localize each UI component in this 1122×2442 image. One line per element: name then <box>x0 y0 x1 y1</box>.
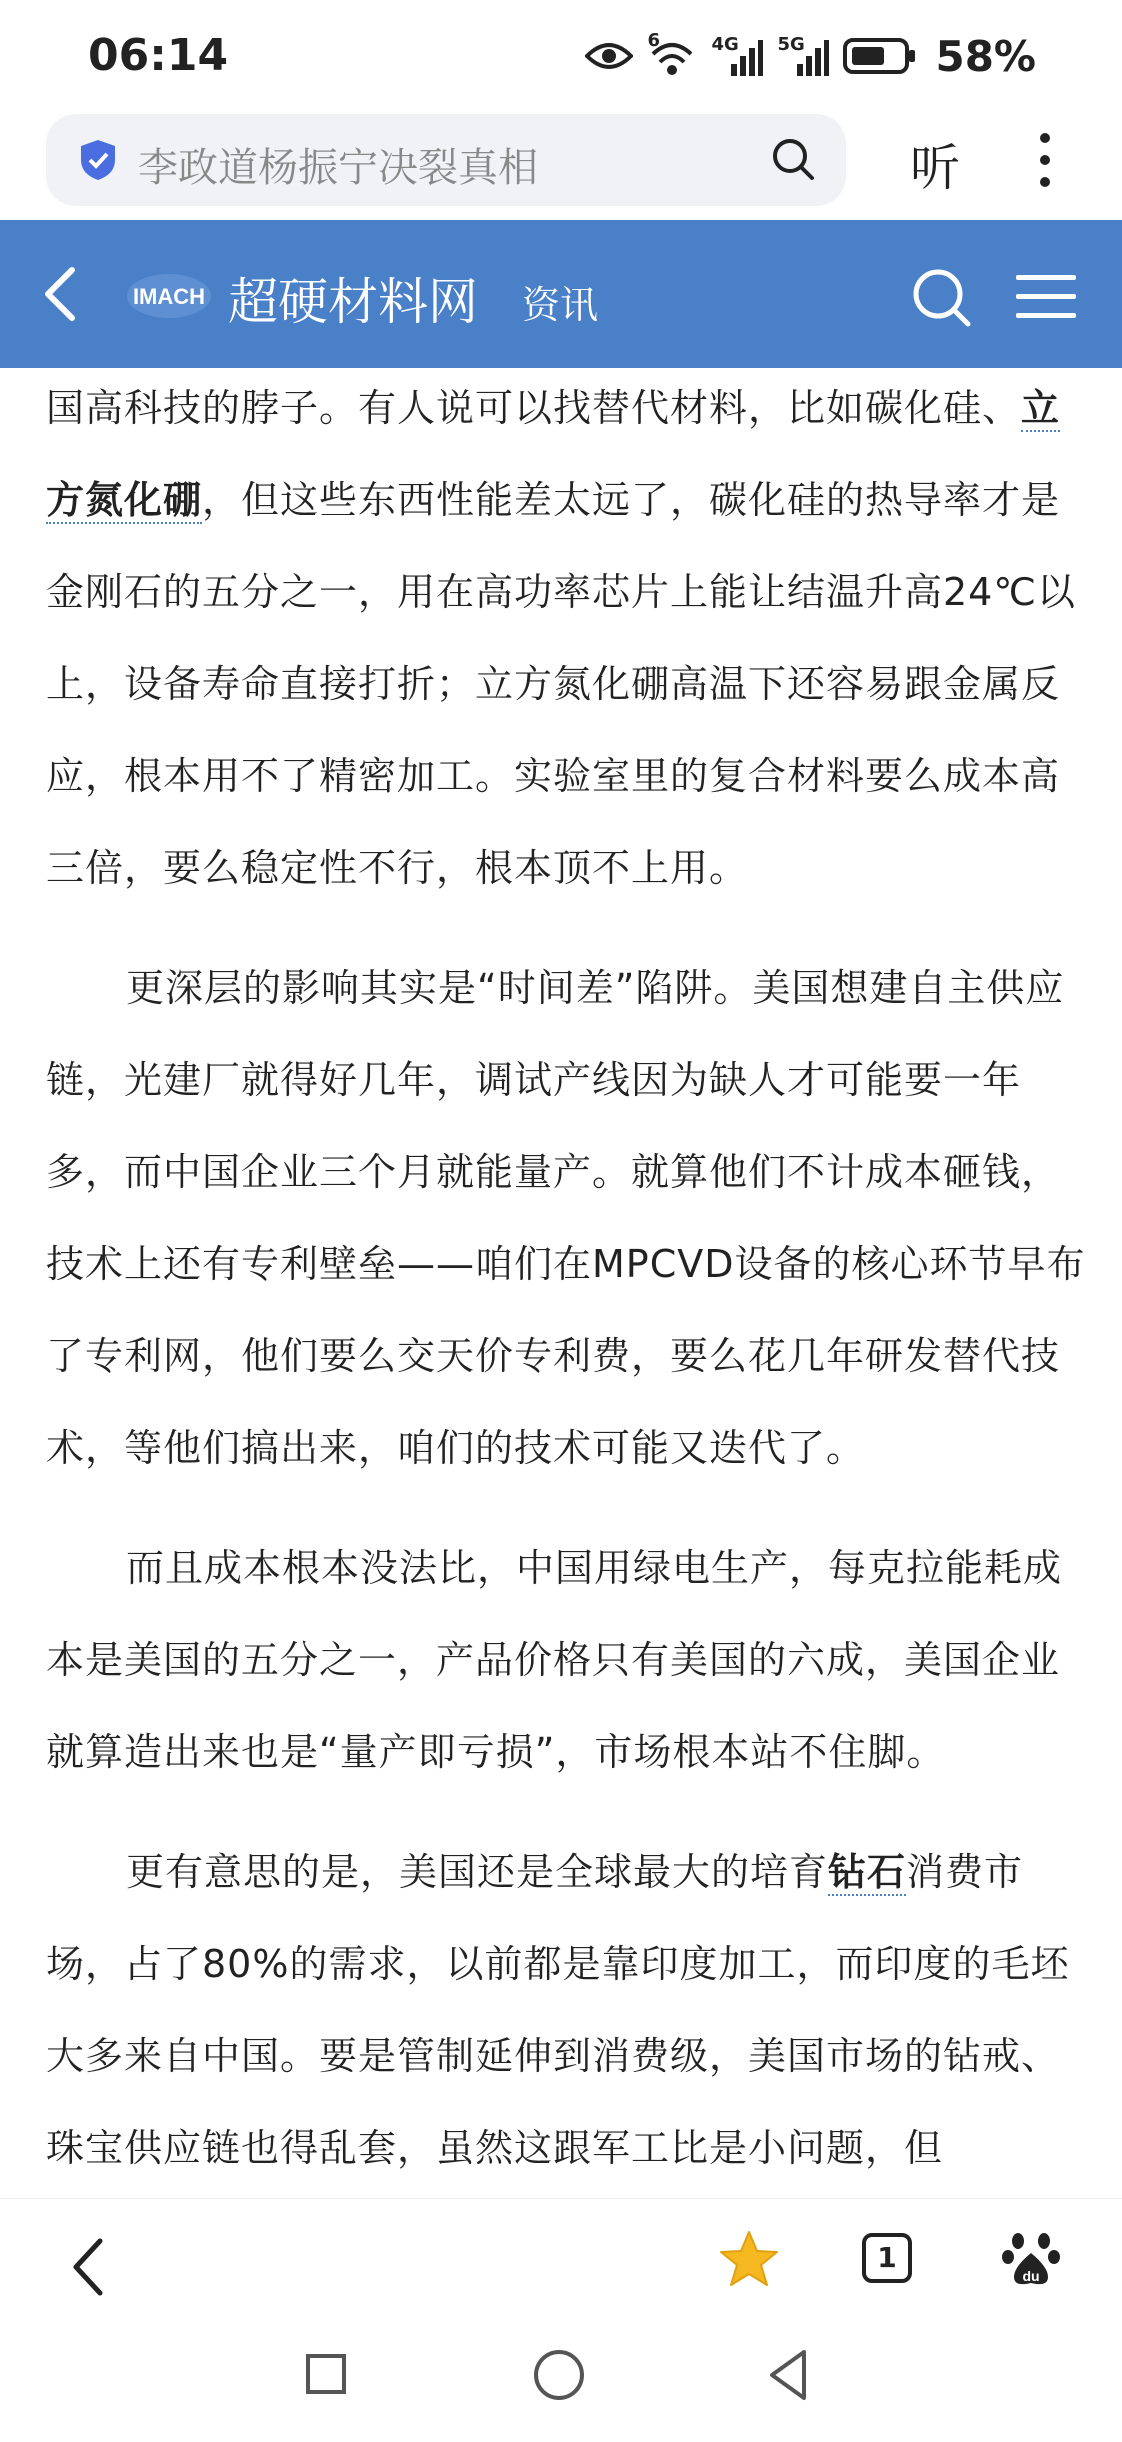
paragraph-1-text-a: 国高科技的脖子。有人说可以找替代材料，比如碳化硅、 <box>46 386 1022 430</box>
signal-4g-icon <box>711 34 763 78</box>
battery-icon <box>843 36 917 76</box>
svg-text:du: du <box>1022 2268 1040 2284</box>
paragraph-1-text-b: ，但这些东西性能差太远了，碳化硅的热导率才是金刚石的五分之一，用在高功率芯片上能让结温升高24℃以上，设备寿命直接打折；立方氮化硼高温下还容易跟金属反应，根本用不了精密加工。实验室里的复合材料要么成本高三倍，要么稳定性不行，根本顶不上用。 <box>46 478 1077 890</box>
browser-address-bar <box>0 110 1122 220</box>
baidu-paw-icon[interactable] <box>1002 2227 1060 2293</box>
keyword-link-cbn[interactable]: 立方氮化硼 <box>46 386 1061 522</box>
shield-icon <box>78 138 118 186</box>
status-time: 06:14 <box>88 30 229 81</box>
article-body <box>46 368 1086 2198</box>
favorite-star-icon[interactable] <box>718 2229 780 2293</box>
header-search-icon[interactable] <box>910 266 974 334</box>
search-box[interactable] <box>46 114 846 206</box>
listen-button[interactable]: 听 <box>910 139 960 197</box>
status-bar <box>0 0 1122 110</box>
search-icon[interactable] <box>768 134 818 188</box>
network-4g-label: 4G <box>711 34 739 55</box>
wifi-icon <box>647 30 697 78</box>
battery-percent: 58% <box>935 31 1036 81</box>
article-paragraph-3 <box>46 1522 1086 1798</box>
hamburger-menu-icon[interactable] <box>1014 272 1078 326</box>
keyword-link-diamond[interactable]: 钻石 <box>828 1850 907 1894</box>
more-menu-icon[interactable] <box>1030 130 1060 194</box>
article-paragraph-4 <box>46 1826 1086 2194</box>
nav-back-triangle-icon[interactable] <box>766 2348 810 2406</box>
site-header <box>0 220 1122 368</box>
search-query-text: 李政道杨振宁决裂真相 <box>138 145 538 191</box>
site-section[interactable]: 资讯 <box>522 283 599 327</box>
home-circle-icon[interactable] <box>534 2350 584 2400</box>
paragraph-2-text: 更深层的影响其实是“时间差”陷阱。美国想建自主供应链，光建厂就得好几年，调试产线因为缺人才可能要一年多，而中国企业三个月就能量产。就算他们不计成本砸钱，技术上还有专利壁垒——咱们在MPCVD设备的核心环节早布了专利网，他们要么交天价专利费，要么花几年研发替代技术，等他们搞出来，咱们的技术可能又迭代了。 <box>46 966 1086 1470</box>
site-name[interactable]: 超硬材料网 <box>228 273 478 331</box>
back-icon[interactable] <box>66 2235 110 2303</box>
svg-text:IMACH: IMACH <box>132 284 206 309</box>
recents-square-icon[interactable] <box>306 2354 346 2394</box>
tabs-count-button[interactable]: 1 <box>862 2233 912 2283</box>
browser-bottom-toolbar <box>0 2198 1122 2329</box>
paragraph-4-text-b: 消费市场，占了80%的需求，以前都是靠印度加工，而印度的毛坯大多来自中国。要是管制延伸到消费级，美国市场的钻戒、珠宝供应链也得乱套，虽然这跟军工比是小问题，但 <box>46 1850 1070 2170</box>
article-paragraph-1 <box>46 368 1086 914</box>
wifi-6-label: 6 <box>647 30 660 51</box>
paragraph-3-text: 而且成本根本没法比，中国用绿电生产，每克拉能耗成本是美国的五分之一，产品价格只有美国的六成，美国企业就算造出来也是“量产即亏损”，市场根本站不住脚。 <box>46 1546 1063 1774</box>
signal-5g-icon <box>777 34 829 78</box>
site-logo[interactable] <box>124 268 214 324</box>
paragraph-4-text-a: 更有意思的是，美国还是全球最大的培育 <box>126 1850 829 1894</box>
status-icons <box>585 26 1036 86</box>
system-navigation-bar <box>0 2328 1122 2442</box>
eye-icon <box>585 40 633 72</box>
article-paragraph-2 <box>46 942 1086 1494</box>
back-arrow-icon[interactable] <box>40 264 80 328</box>
network-5g-label: 5G <box>777 34 805 55</box>
